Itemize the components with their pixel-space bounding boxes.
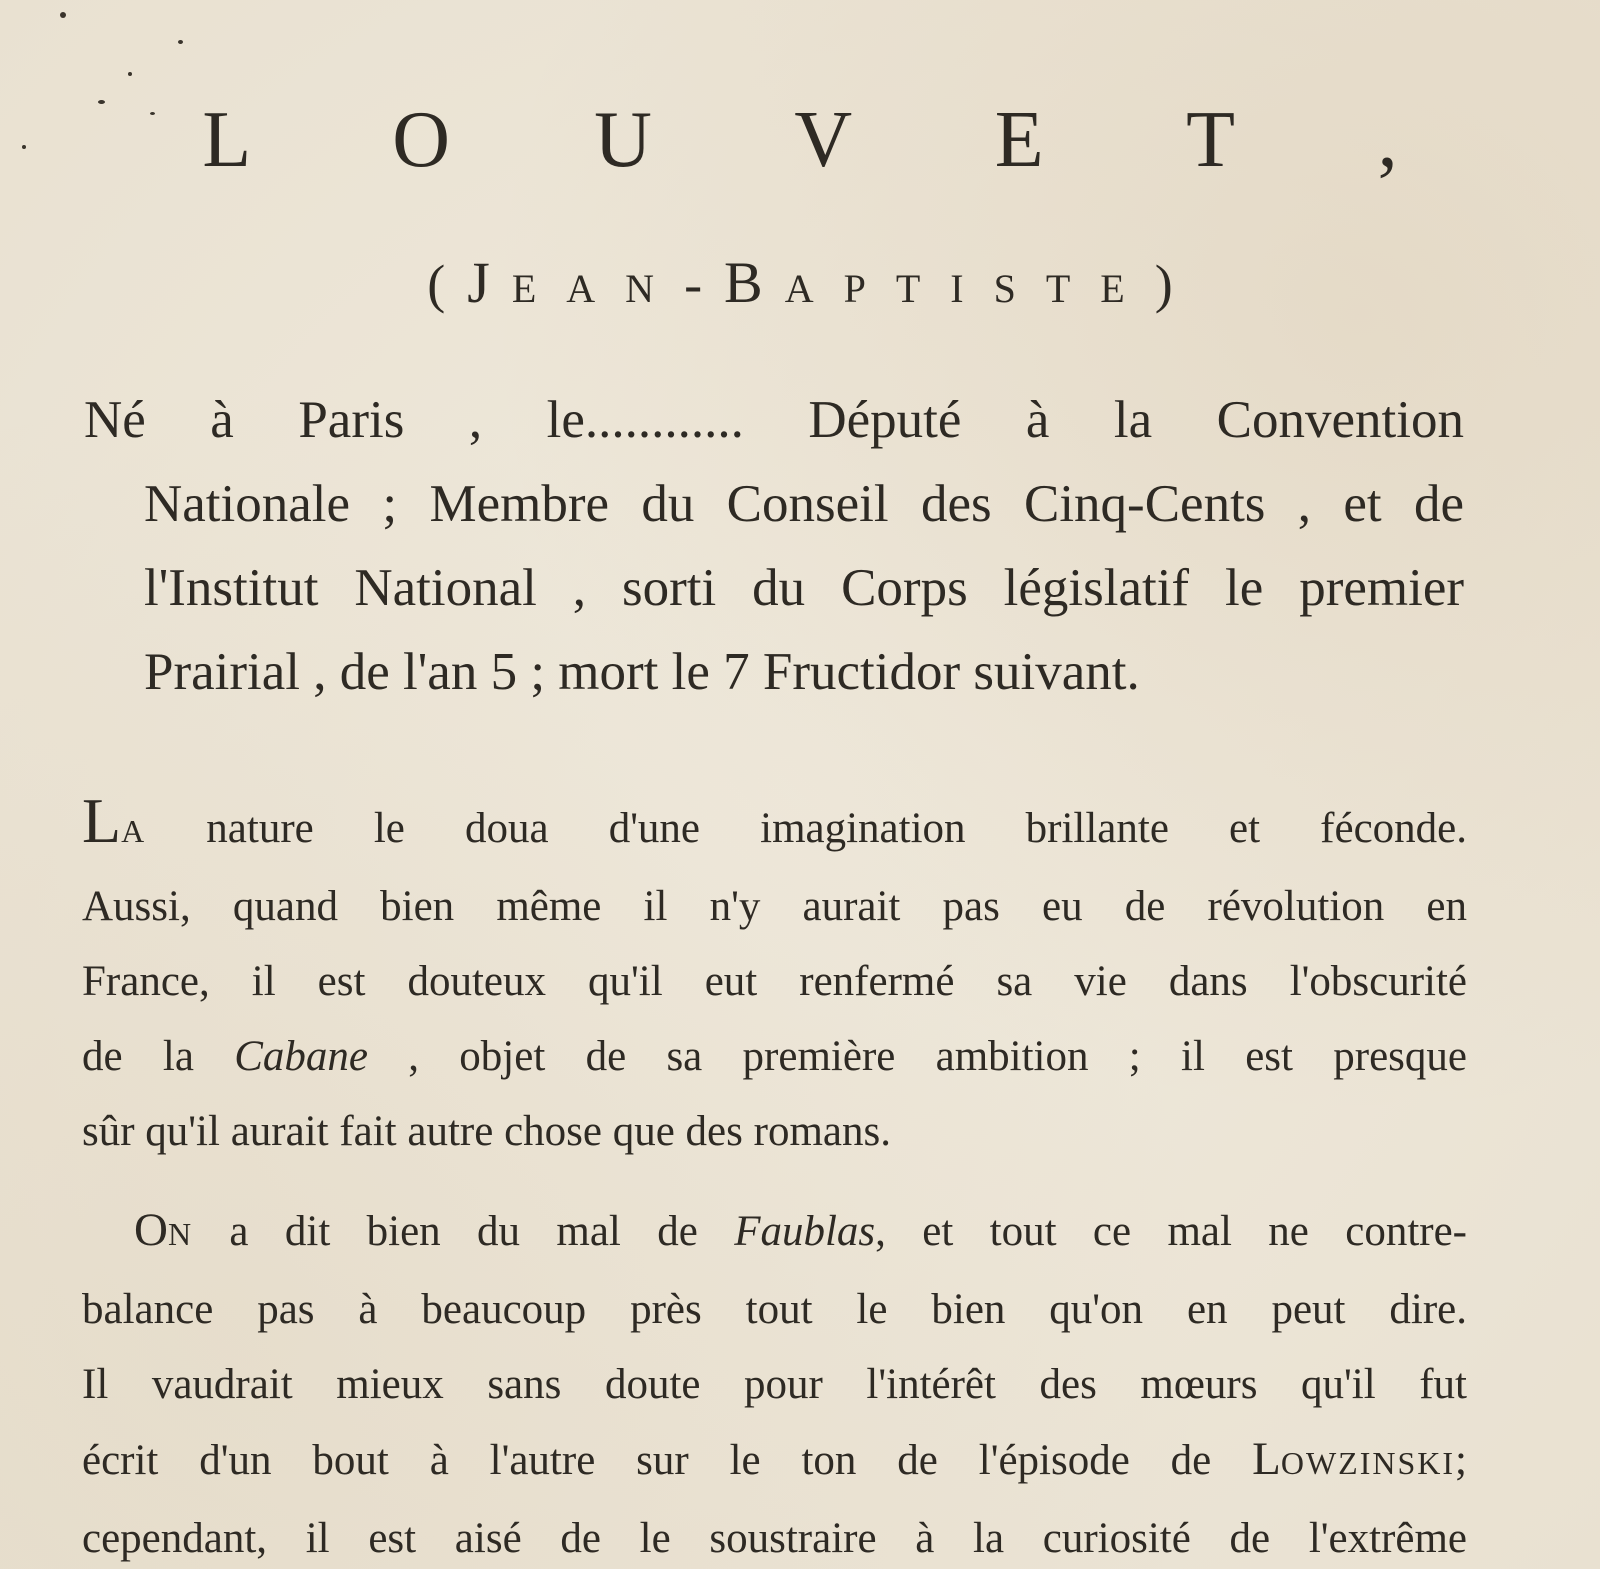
line-text: a dit bien du mal de	[193, 1208, 735, 1255]
line-text: , et tout ce mal ne contre-	[875, 1208, 1467, 1255]
drop-cap: L	[82, 785, 122, 856]
line-text: , objet de sa première ambition ; il est presque	[367, 1033, 1467, 1080]
small-cap: N	[167, 1216, 194, 1252]
headnote-line: Nationale ; Membre du Conseil des Cinq-Cents , et de	[144, 475, 1464, 533]
paragraph-line	[82, 1019, 1467, 1094]
subtitle-second-rest: APTISTE	[784, 266, 1155, 311]
paragraph-line	[82, 1422, 1467, 1501]
line-text: de la	[82, 1033, 235, 1080]
biographical-headnote	[84, 378, 1464, 714]
paragraph-line: France, il est douteux qu'il eut renfermé sa vie dans l'obscurité	[82, 958, 1467, 1005]
headnote-line: Prairial , de l'an 5 ; mort le 7 Fructidor suivant.	[144, 643, 1140, 701]
paragraph-line: balance pas à beaucoup près tout le bien qu'on en peut dire.	[82, 1286, 1467, 1333]
initial-cap: O	[134, 1204, 168, 1256]
ink-speck	[128, 72, 132, 76]
paragraph-2	[82, 1193, 1467, 1569]
line-text: nature le doua d'une imagination brillante et féconde.	[146, 805, 1467, 852]
paragraph-1	[82, 783, 1467, 1169]
name-small-caps: OWZINSKI	[1280, 1445, 1456, 1481]
italic-title: Cabane	[234, 1033, 368, 1080]
paragraph-line: Aussi, quand bien même il n'y aurait pas eu de révolution en	[82, 883, 1467, 930]
subtitle-open-paren: (	[427, 254, 468, 314]
subtitle-second-initial: B	[724, 250, 785, 315]
paragraph-line	[82, 1193, 1467, 1272]
line-text: écrit d'un bout à l'autre sur le ton de l'épisode de	[82, 1437, 1253, 1484]
paragraph-line: cependant, il est aisé de le soustraire à la curiosité de l'extrême	[82, 1515, 1467, 1562]
small-cap: A	[121, 813, 147, 849]
paragraph-line: sûr qu'il aurait fait autre chose que des romans.	[82, 1108, 891, 1155]
line-text: ;	[1455, 1437, 1467, 1484]
subtitle-close-paren: )	[1154, 254, 1195, 314]
ink-speck	[60, 12, 66, 18]
italic-title: Faublas	[734, 1208, 876, 1255]
headnote-line: l'Institut National , sorti du Corps législatif le premier	[144, 559, 1464, 617]
paragraph-line	[82, 783, 1467, 869]
page-title: L O U V E T ,	[202, 96, 1460, 184]
page-subtitle	[0, 250, 1600, 315]
subtitle-dash: -	[684, 254, 725, 314]
paragraph-line: Il vaudrait mieux sans doute pour l'intérêt des mœurs qu'il fut	[82, 1361, 1467, 1408]
headnote-line: Né à Paris , le............ Député à la Convention	[84, 391, 1464, 449]
name-initial: L	[1252, 1433, 1281, 1485]
subtitle-first-initial: J	[467, 250, 512, 315]
subtitle-first-rest: EAN	[511, 266, 685, 311]
ink-speck	[178, 40, 183, 44]
